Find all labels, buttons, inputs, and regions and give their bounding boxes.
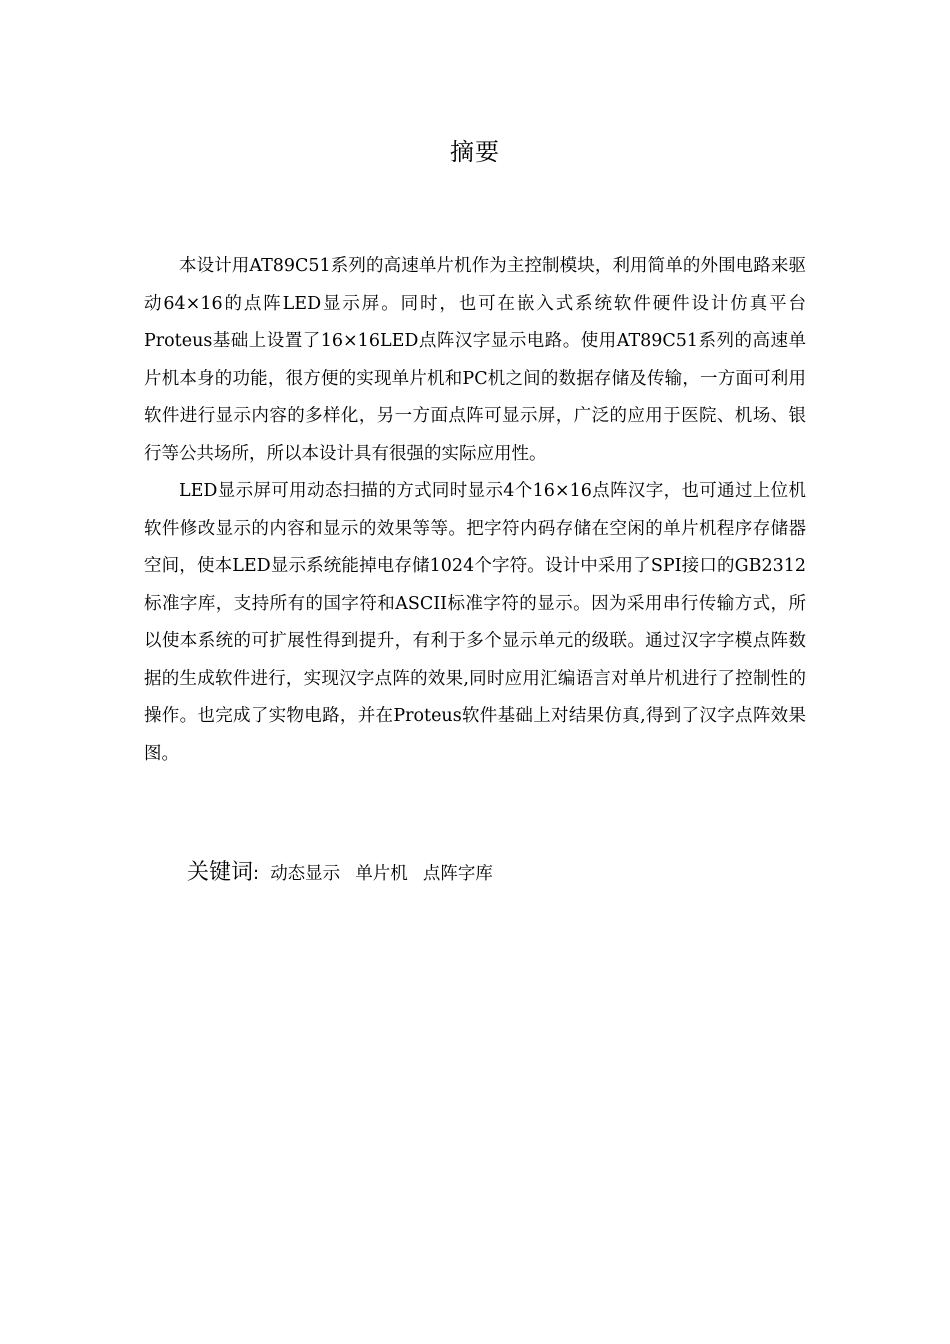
abstract-paragraph-1: 本设计用AT89C51系列的高速单片机作为主控制模块，利用简单的外围电路来驱动64×16的点阵LED显示屏。同时，也可在嵌入式系统软件硬件设计仿真平台Proteus基础上设置了16×16LED点阵汉字显示电路。使用AT89C51系列的高速单片机本身的功能，很方便的实现单片机和PC机之间的数据存储及传输，一方面可利用软件进行显示内容的多样化，另一方面点阵可显示屏，广泛的应用于医院、机场、银行等公共场所，所以本设计具有很强的实际应用性。 [144,256,806,464]
page-title: 摘要 [450,138,500,166]
keywords-label: 关键词 [187,860,254,885]
keywords-separator: : [253,863,260,884]
keyword-item: 单片机 [355,864,408,884]
abstract-body [144,248,806,773]
keywords-line [187,855,787,891]
abstract-paragraph-2: LED显示屏可用动态扫描的方式同时显示4个16×16点阵汉字，也可通过上位机软件修改显示的内容和显示的效果等等。把字符内码存储在空闲的单片机程序存储器空间，使本LED显示系统能掉电存储1024个字符。设计中采用了SPI接口的GB2312标准字库，支持所有的国字符和ASCII标准字符的显示。因为采用串行传输方式，所以使本系统的可扩展性得到提升，有利于多个显示单元的级联。通过汉字字模点阵数据的生成软件进行，实现汉字点阵的效果,同时应用汇编语言对单片机进行了控制性的操作。也完成了实物电路，并在Proteus软件基础上对结果仿真,得到了汉字点阵效果图。 [144,481,806,764]
keyword-item: 动态显示 [270,864,341,884]
keyword-item: 点阵字库 [422,864,493,884]
